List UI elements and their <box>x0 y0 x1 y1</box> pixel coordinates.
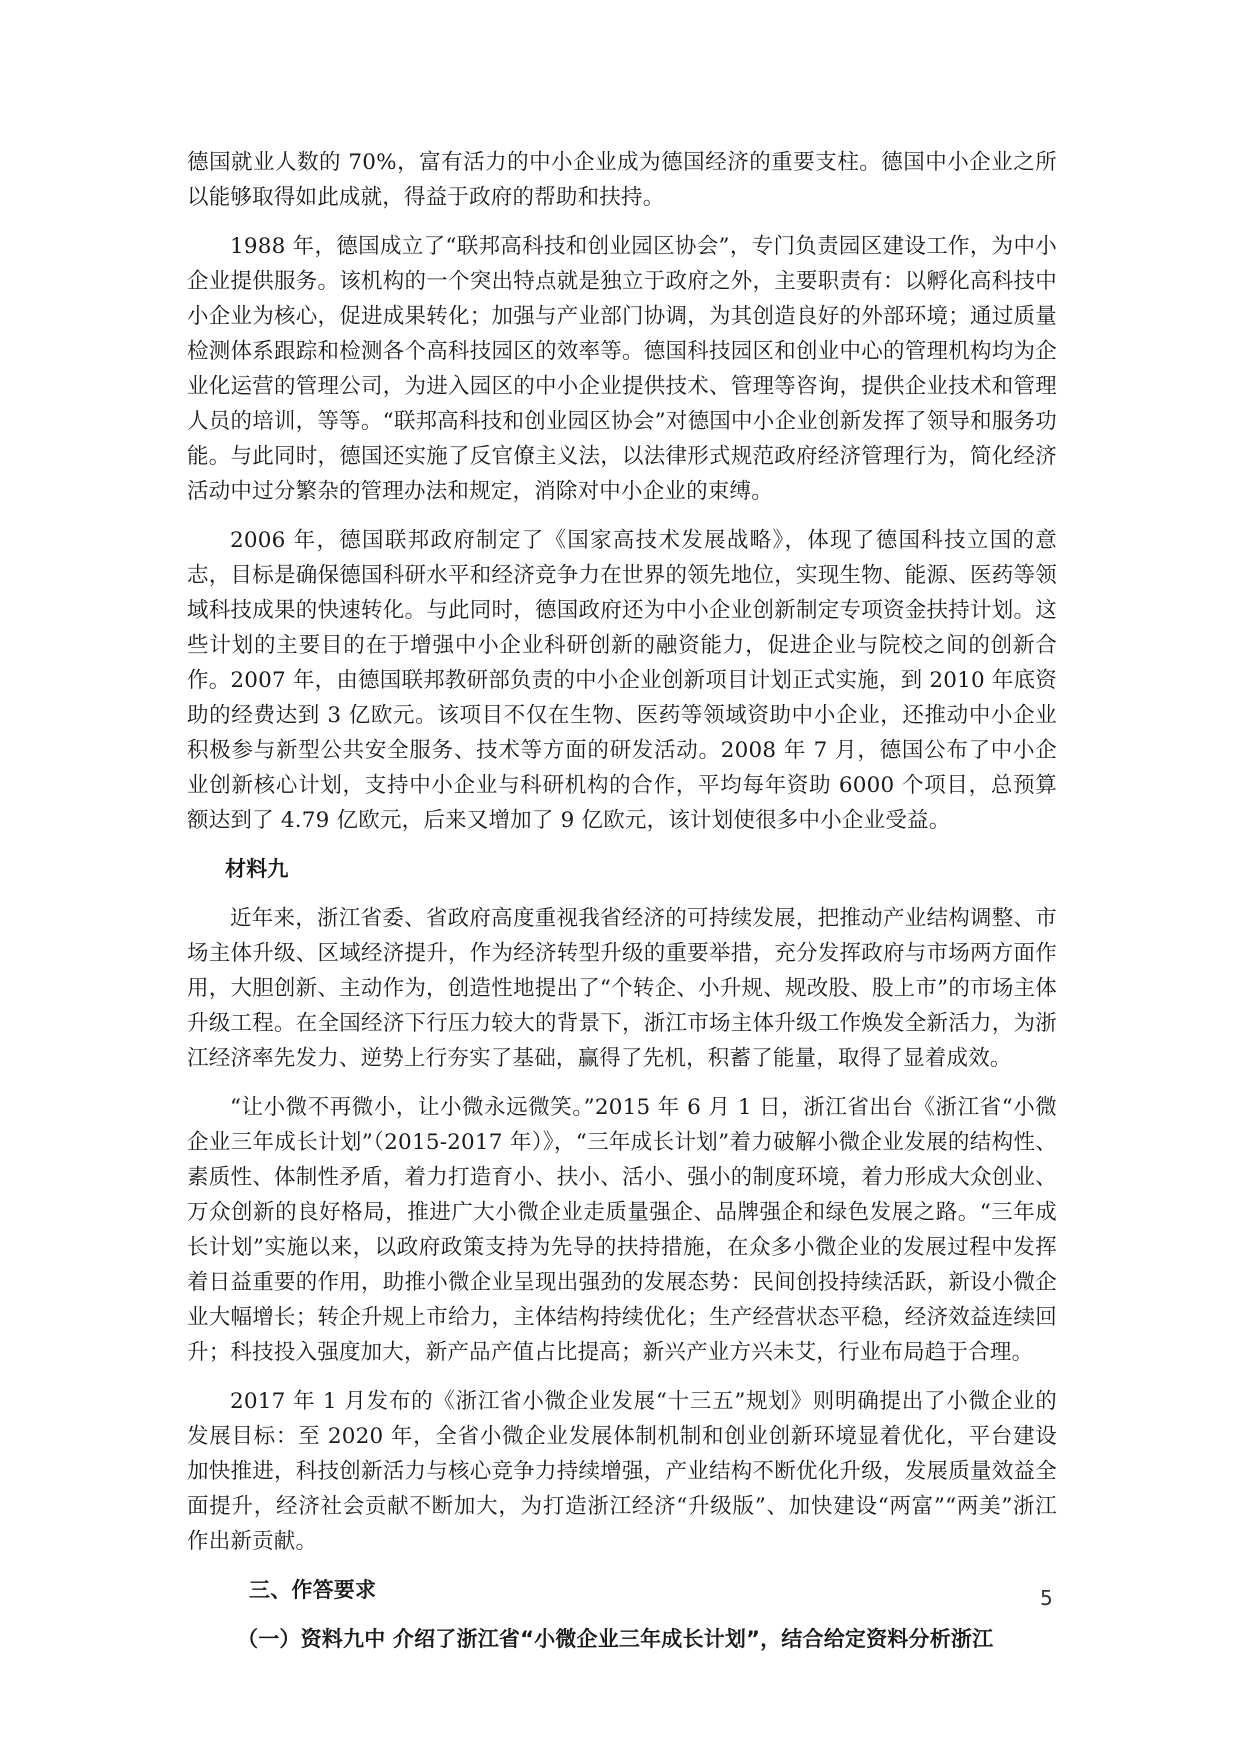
paragraph-spacer <box>187 1370 1057 1384</box>
paragraph-13th-five-year-plan: 2017 年 1 月发布的《浙江省小微企业发展“十三五”规划》则明确提出了小微企业的发展目标：至 2020 年，全省小微企业发展体制机制和创业创新环境显着优化，平台建设加快推进，科技创新活力与核心竞争力持续增强，产业结构不断优化升级，发展质量效益全面提升，经济社会贡献不断加大，为打造浙江经济“升级版”、加快建设“两富”“两美”浙江作出新贡献。 <box>187 1389 1057 1554</box>
paragraph-spacer <box>187 887 1057 901</box>
paragraph-2006-strategy: 2006 年，德国联邦政府制定了《国家高技术发展战略》，体现了德国科技立国的意志，目标是确保德国科研水平和经济竞争力在世界的领先地位，实现生物、能源、医药等领域科技成果的快速转化。与此同时，德国政府还为中小企业创新制定专项资金扶持计划。这些计划的主要目的在于增强中小企业科研创新的融资能力，促进企业与院校之间的创新合作。2007 年，由德国联邦教研部负责的中小企业创新项目计划正式实施，到 2010 年底资助的经费达到 3 亿欧元。该项目不仅在生物、医药等领域资助中小企业，还推动中小企业积极参与新型公共安全服务、技术等方面的研发活动。2008 年 7 月，德国公布了中小企业创新核心计划，支持中小企业与科研机构的合作，平均每年资助 6000 个项目，总预算额达到了 4.79 亿欧元，后来又增加了 9 亿欧元，该计划使很多中小企业受益。 <box>187 528 1057 833</box>
paragraph-spacer <box>187 838 1057 852</box>
paragraph-germany-employment: 德国就业人数的 70%，富有活力的中小企业成为德国经济的重要支柱。德国中小企业之所以能够取得如此成就，得益于政府的帮助和扶持。 <box>187 150 1057 210</box>
paragraph-spacer <box>187 509 1057 523</box>
paragraph-zhejiang-upgrade: 近年来，浙江省委、省政府高度重视我省经济的可持续发展，把推动产业结构调整、市场主体升级、区域经济提升，作为经济转型升级的重要举措，充分发挥政府与市场两方面作用，大胆创新、主动作为，创造性地提出了“个转企、小升规、规改股、股上市”的市场主体升级工程。在全国经济下行压力较大的背景下，浙江市场主体升级工作焕发全新活力，为浙江经济率先发力、逆势上行夯实了基础，赢得了先机，积蓄了能量，取得了显着成效。 <box>187 906 1057 1071</box>
answer-requirements-heading: 三、作答要求 <box>249 1578 377 1602</box>
document-body <box>187 145 1057 1657</box>
paragraph-spacer <box>187 1608 1057 1622</box>
paragraph-spacer <box>187 1559 1057 1573</box>
paragraph-three-year-plan: “让小微不再微小，让小微永远微笑。”2015 年 6 月 1 日，浙江省出台《浙江省“小微企业三年成长计划”（2015-2017 年）》，“三年成长计划”着力破解小微企业发展的结构性、素质性、体制性矛盾，着力打造育小、扶小、活小、强小的制度环境，着力形成大众创业、万众创新的良好格局，推进广大小微企业走质量强企、品牌强企和绿色发展之路。“三年成长计划”实施以来，以政府政策支持为先导的扶持措施，在众多小微企业的发展过程中发挥着日益重要的作用，助推小微企业呈现出强劲的发展态势：民间创投持续活跃，新设小微企业大幅增长；转企升规上市给力，主体结构持续优化；生产经营状态平稳，经济效益连续回升；科技投入强度加大，新产品产值占比提高；新兴产业方兴未艾，行业布局趋于合理。 <box>187 1095 1057 1365</box>
question-one: （一）资料九中 介绍了浙江省“小微企业三年成长计划”，结合给定资料分析浙江 <box>237 1627 994 1651</box>
paragraph-spacer <box>187 1076 1057 1090</box>
page-number: 5 <box>1040 1586 1053 1610</box>
paragraph-spacer <box>187 215 1057 229</box>
paragraph-1988-association: 1988 年，德国成立了“联邦高科技和创业园区协会”，专门负责园区建设工作，为中小企业提供服务。该机构的一个突出特点就是独立于政府之外，主要职责有：以孵化高科技中小企业为核心，促进成果转化；加强与产业部门协调，为其创造良好的外部环境；通过质量检测体系跟踪和检测各个高科技园区的效率等。德国科技园区和创业中心的管理机构均为企业化运营的管理公司，为进入园区的中小企业提供技术、管理等咨询，提供企业技术和管理人员的培训，等等。“联邦高科技和创业园区协会”对德国中小企业创新发挥了领导和服务功能。与此同时，德国还实施了反官僚主义法，以法律形式规范政府经济管理行为，简化经济活动中过分繁杂的管理办法和规定，消除对中小企业的束缚。 <box>187 234 1057 504</box>
material-nine-heading: 材料九 <box>225 857 289 881</box>
